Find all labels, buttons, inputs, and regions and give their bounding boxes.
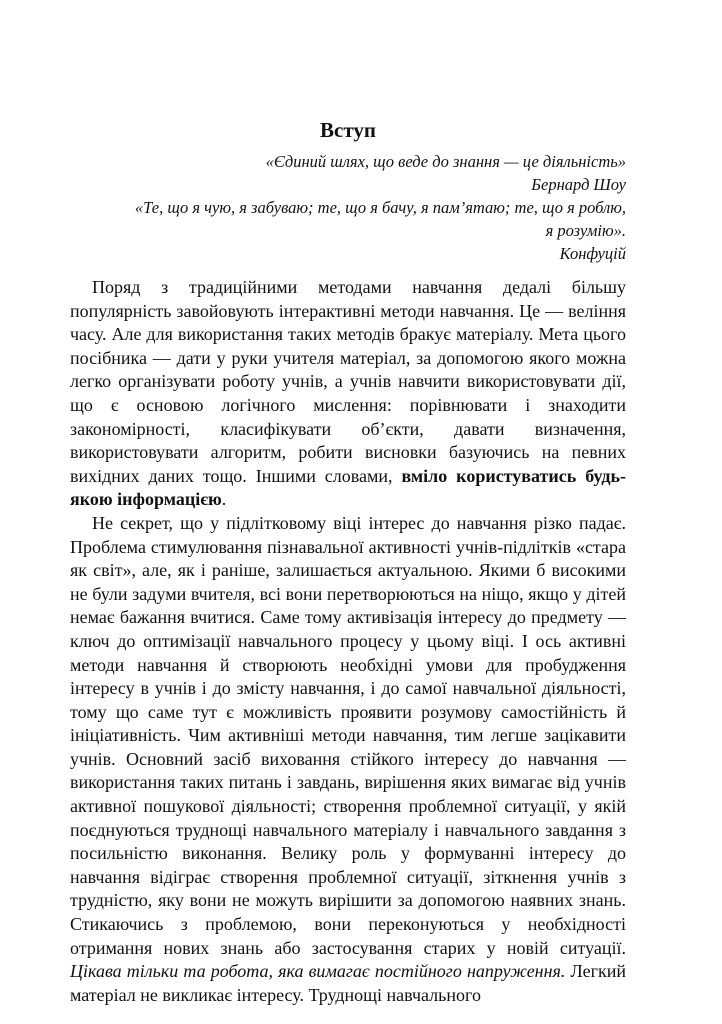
paragraph-1-text: Поряд з традиційними методами навчання дедалі більшу популярність завойовують інтерактивні методи навчання. Це — веління часу. Але для використання таких методів бракує матеріалу. Мета цього посібника — дати у руки учителя матеріал, за допомогою якого можна легко організувати роботу учнів, а учнів навчити використовувати дії, що є основою логічного мислення: порівнювати і знаходити закономірності, класифікувати об’єкти, давати визначення, використовувати алгоритм, робити висновки базуючись на певних вихідних даних тощо. Іншими словами, [70, 277, 626, 486]
paragraph-2-end: Легкий матеріал не викликає інтересу. Труднощі навчального [70, 961, 626, 1005]
epigraphs [70, 150, 626, 265]
epigraph-quote-1: «Єдиний шлях, що веде до знання — це діяльність» [265, 152, 626, 171]
paragraph-2-text: Не секрет, що у підлітковому віці інтерес до навчання різко падає. Проблема стимулювання пізнавальної активності учнів-підлітків «стара як світ», але, як і раніше, залишається актуальною. Якими б високими не були задуми вчителя, всі вони перетворюються на ніщо, якщо у дітей немає бажання вчитися. Саме тому активізація інтересу до предмету — ключ до оптимізації навчального процесу у цьому віці. І ось активні методи навчання й створюють необхідні умови для пробудження інтересу в учнів і до змісту навчання, і до самої навчальної діяльності, тому що саме тут є можливість проявити розумову самостійність й ініціативність. Чим активніші методи навчання, тим легше зацікавити учнів. Основний засіб виховання стійкого інтересу до навчання — використання таких питань і завдань, вирішення яких вимагає від учнів активної пошукової діяльності; створення проблемної ситуації, у якій поєднуються труднощі навчального матеріалу і навчального завдання з посильністю виконання. Велику роль у формуванні інтересу до навчання відіграє створення проблемної ситуації, зіткнення учнів з трудністю, яку вони не можуть вирішити за допомогою наявних знань. Стикаючись з проблемою, вони переконуються у необхідності отримання нових знань або застосування старих у новій ситуації. [70, 512, 626, 958]
body-text [70, 276, 626, 1007]
paragraph-2 [70, 512, 626, 1007]
document-page [70, 112, 626, 1007]
paragraph-1-end: . [221, 489, 227, 510]
paragraph-1 [70, 276, 626, 512]
page-title: Вступ [320, 118, 376, 142]
epigraph-quote-2: «Те, що я чую, я забуваю; те, що я бачу, я пам’ятаю; те, що я роблю, я розумію». [134, 198, 626, 240]
epigraph-author-1: Бернард Шоу [531, 175, 626, 194]
paragraph-1-bold-text: вміло користуватись будь-якою інформацією [70, 465, 626, 510]
epigraph-author-2: Конфуцій [559, 244, 626, 263]
paragraph-2-italic-text: Цікава тільки та робота, яка вимагає постійного напруження. [70, 961, 566, 982]
